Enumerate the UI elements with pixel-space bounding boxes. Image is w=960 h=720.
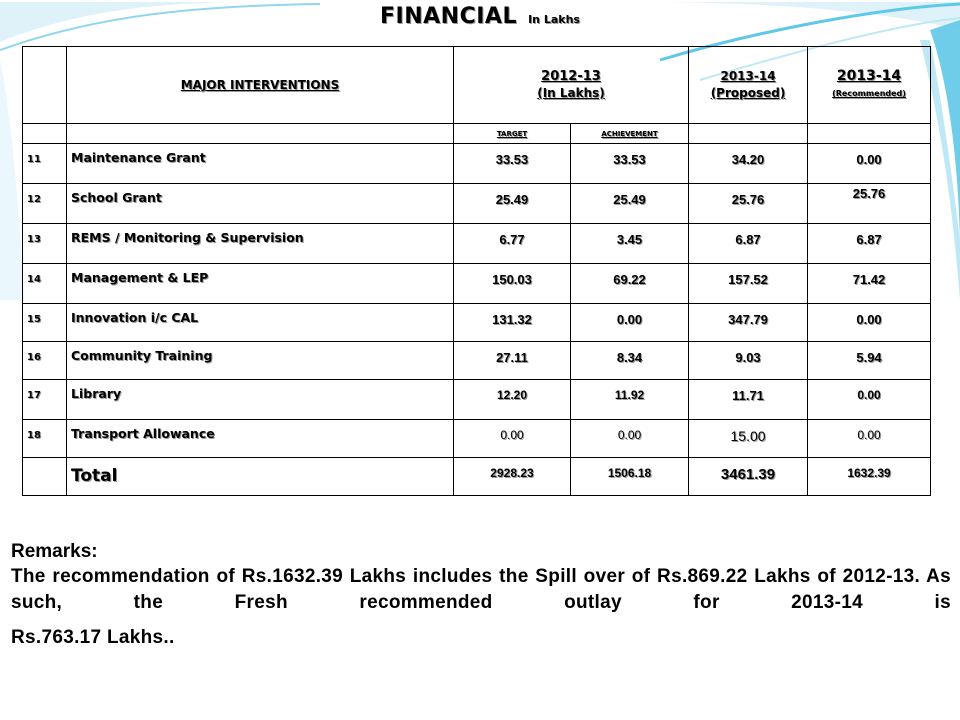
swoosh-right <box>930 20 960 240</box>
row-name: Library <box>67 380 454 420</box>
row-number: 16 <box>23 342 67 380</box>
table-row <box>23 380 931 420</box>
row-proposed: 11.71 <box>689 380 808 420</box>
row-proposed: 157.52 <box>689 264 808 304</box>
table-row <box>23 224 931 264</box>
row-achievement: 33.53 <box>571 144 689 184</box>
header-recommended-year: 2013-14 <box>836 68 902 84</box>
row-achievement: 0.00 <box>571 420 689 458</box>
row-proposed: 15.00 <box>689 420 808 458</box>
header-2012-13 <box>454 47 689 124</box>
row-proposed: 9.03 <box>689 342 808 380</box>
swoosh-left <box>0 60 24 300</box>
row-recommended: 0.00 <box>808 380 931 420</box>
table-row <box>23 144 931 184</box>
row-number: 17 <box>23 380 67 420</box>
header-proposed-year: 2013-14 <box>720 69 776 83</box>
slide-title <box>0 4 960 29</box>
row-name: REMS / Monitoring & Supervision <box>67 224 454 264</box>
table-row <box>23 342 931 380</box>
total-recommended: 1632.39 <box>808 458 931 496</box>
total-achievement: 1506.18 <box>571 458 689 496</box>
financial-table <box>22 46 931 496</box>
row-proposed: 347.79 <box>689 304 808 342</box>
header-proposed-note: (Proposed) <box>710 86 786 100</box>
row-name: Transport Allowance <box>67 420 454 458</box>
remarks-heading: Remarks: <box>11 541 98 562</box>
row-proposed: 25.76 <box>689 184 808 224</box>
header-2012-13-unit: (In Lakhs) <box>537 86 605 100</box>
row-target: 150.03 <box>454 264 571 304</box>
total-label: Total <box>67 458 454 496</box>
row-recommended: 0.00 <box>808 144 931 184</box>
row-target: 25.49 <box>454 184 571 224</box>
row-name: Community Training <box>67 342 454 380</box>
header-2012-13-year: 2012-13 <box>541 69 601 84</box>
row-recommended: 0.00 <box>808 420 931 458</box>
row-target: 6.77 <box>454 224 571 264</box>
row-recommended: 25.76 <box>808 184 931 224</box>
total-row <box>23 458 931 496</box>
row-number: 13 <box>23 224 67 264</box>
subheader-row <box>23 124 931 144</box>
header-2013-14-proposed <box>689 47 808 124</box>
row-recommended: 5.94 <box>808 342 931 380</box>
row-recommended: 71.42 <box>808 264 931 304</box>
row-target: 131.32 <box>454 304 571 342</box>
remarks-text: The recommendation of Rs.1632.39 Lakhs includes the Spill over of Rs.869.22 Lakhs of 2012-13. As such, the Fresh recommended outlay for 2013-14 is <box>11 566 951 613</box>
row-target: 33.53 <box>454 144 571 184</box>
table-row <box>23 420 931 458</box>
header-sno-cell <box>23 47 67 124</box>
table-row <box>23 264 931 304</box>
row-name: School Grant <box>67 184 454 224</box>
header-row <box>23 47 931 124</box>
row-achievement: 3.45 <box>571 224 689 264</box>
row-number: 15 <box>23 304 67 342</box>
header-major-interventions: MAJOR INTERVENTIONS <box>67 47 454 124</box>
header-2013-14-recommended <box>808 47 931 124</box>
header-recommended-note: (Recommended) <box>832 89 906 98</box>
row-achievement: 25.49 <box>571 184 689 224</box>
row-name: Management & LEP <box>67 264 454 304</box>
total-target: 2928.23 <box>454 458 571 496</box>
row-proposed: 6.87 <box>689 224 808 264</box>
table-row <box>23 184 931 224</box>
row-achievement: 8.34 <box>571 342 689 380</box>
row-recommended: 6.87 <box>808 224 931 264</box>
row-proposed: 34.20 <box>689 144 808 184</box>
row-target: 0.00 <box>454 420 571 458</box>
row-number: 11 <box>23 144 67 184</box>
total-proposed: 3461.39 <box>689 458 808 496</box>
row-number: 12 <box>23 184 67 224</box>
title-unit: In Lakhs <box>528 13 580 26</box>
table-row <box>23 304 931 342</box>
row-target: 27.11 <box>454 342 571 380</box>
remarks-block <box>11 540 951 650</box>
row-number: 18 <box>23 420 67 458</box>
title-main: FINANCIAL <box>380 4 517 29</box>
subheader-target: TARGET <box>454 124 571 144</box>
remarks-last-line: Rs.763.17 Lakhs.. <box>11 627 175 648</box>
row-recommended: 0.00 <box>808 304 931 342</box>
row-achievement: 69.22 <box>571 264 689 304</box>
row-name: Innovation i/c CAL <box>67 304 454 342</box>
row-name: Maintenance Grant <box>67 144 454 184</box>
row-target: 12.20 <box>454 380 571 420</box>
row-achievement: 0.00 <box>571 304 689 342</box>
row-number: 14 <box>23 264 67 304</box>
row-achievement: 11.92 <box>571 380 689 420</box>
subheader-achievement: ACHIEVEMENT <box>571 124 689 144</box>
